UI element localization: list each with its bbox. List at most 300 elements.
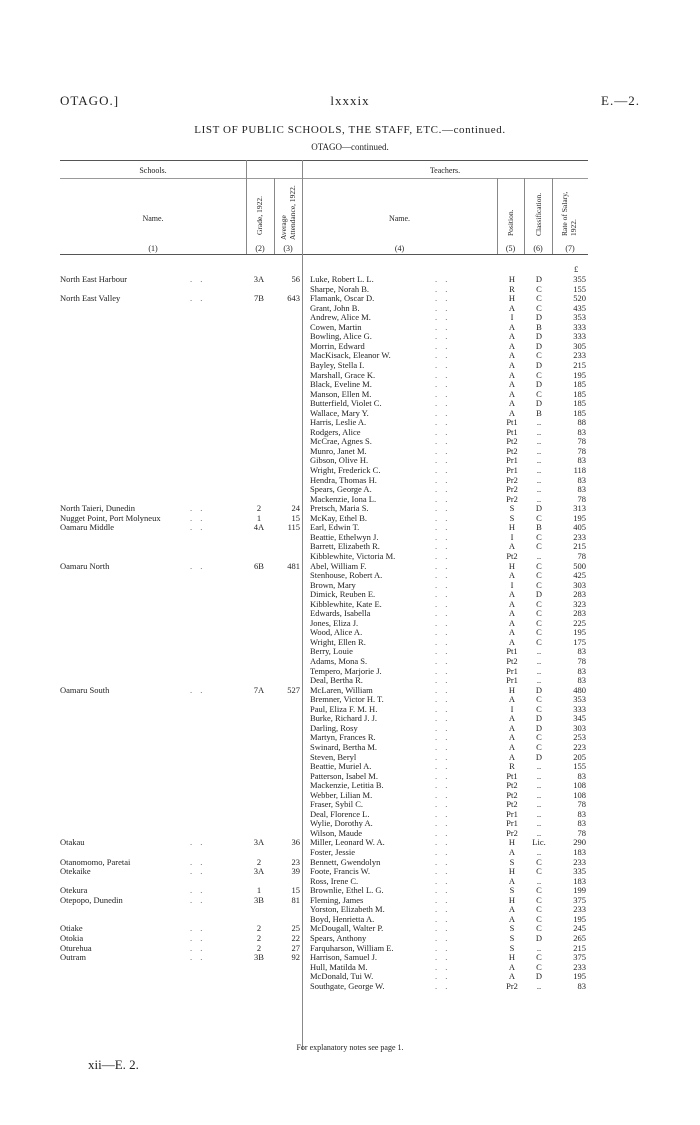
teacher-name: Boyd, Henrietta A. [310,913,375,924]
position-cell: A [508,751,516,762]
teacher-name: Edwards, Isabella [310,608,371,619]
classification-cell: C [536,856,542,867]
leader-dots: . . [435,808,451,819]
position-cell: H [508,894,516,905]
position-cell: Pr2 [506,493,518,504]
position-cell: I [510,531,514,542]
position-cell: A [508,398,516,409]
salary-cell: 78 [577,799,586,810]
leader-dots: . . [190,560,206,571]
teacher-name: McKay, Ethel B. [310,512,368,523]
classification-cell: .. [536,818,542,829]
teacher-name: Adams, Mona S. [310,656,368,666]
classification-cell: .. [536,426,542,437]
teacher-name: Martyn, Frances R. [310,732,376,743]
classification-cell: .. [536,847,542,857]
divider-position [497,178,498,254]
leader-dots: . . [435,799,451,810]
table-row [60,732,588,742]
teacher-name: McLaren, William [310,684,373,695]
salary-cell: 323 [573,598,586,609]
grade-cell: 2 [256,856,262,867]
position-cell: S [509,856,515,867]
teacher-name: Patterson, Isabel M. [310,770,378,781]
leader-dots: . . [190,837,206,848]
teacher-name: Gibson, Olive H. [310,455,369,466]
position-cell: Pr1 [506,818,518,829]
classification-cell: .. [536,436,542,447]
rule-header-bottom [60,254,588,255]
salary-cell: 245 [573,923,586,934]
classification-cell: C [536,636,542,647]
teacher-name: Yorston, Elizabeth M. [310,904,385,915]
attendance-cell: 481 [287,560,300,571]
table-row [60,389,588,399]
salary-cell: 185 [573,388,586,399]
attendance-cell: 527 [287,684,300,695]
column-number: (5) [505,244,516,253]
teacher-name: Butterfield, Violet C. [310,398,382,409]
grade-cell: 4A [253,522,265,533]
salary-cell: 355 [573,274,586,284]
leader-dots: . . [435,274,451,284]
teacher-name: MacKisack, Eleanor W. [310,350,391,361]
position-cell: A [508,904,516,915]
leader-dots: . . [435,359,451,370]
classification-cell: .. [536,780,542,791]
salary-cell: 313 [573,503,586,514]
table-row [60,494,588,504]
teacher-name: Earl, Edwin T. [310,522,360,533]
classification-cell: .. [536,445,542,456]
position-cell: Pt2 [506,445,518,456]
position-cell: A [508,608,516,619]
school-name: Otepopo, Dunedin [60,894,123,905]
leader-dots: . . [435,617,451,628]
salary-cell: 78 [577,493,586,504]
teacher-name: Wylie, Dorothy A. [310,818,373,829]
classification-cell: .. [536,646,542,657]
leader-dots: . . [435,847,451,857]
table-row [60,857,588,867]
leader-dots: . . [435,961,451,972]
classification-cell: .. [536,656,542,666]
classification-cell: C [536,913,542,924]
table-row [60,284,588,294]
classification-cell: C [536,694,542,705]
position-cell: A [508,617,516,628]
teacher-name: Luke, Robert L. L. [310,274,374,284]
teacher-name: McCrae, Agnes S. [310,436,372,447]
leader-dots: . . [435,407,451,418]
table-row [60,561,588,571]
table-row [60,761,588,771]
position-cell: Pt2 [506,789,518,800]
school-name: North East Harbour [60,274,128,284]
table-row [60,923,588,933]
leader-dots: . . [435,952,451,963]
attendance-cell: 23 [291,856,300,867]
salary-cell: 253 [573,732,586,743]
classification-cell: B [536,407,542,418]
teacher-name: Flamank, Oscar D. [310,293,375,304]
page-number: lxxxix [330,93,370,108]
salary-cell: 303 [573,579,586,590]
leader-dots: . . [435,780,451,791]
position-cell: A [508,913,516,924]
teacher-name: Mackenzie, Iona L. [310,493,377,504]
classification-cell: .. [536,808,542,819]
leader-dots: . . [435,741,451,752]
table-row [60,837,588,847]
position-cell: S [509,932,515,943]
table-row [60,618,588,628]
teacher-name: Foote, Francis W. [310,866,370,877]
table-row [60,981,588,991]
table-row [60,771,588,781]
salary-cell: 405 [573,522,586,533]
table-row [60,360,588,370]
teacher-name: Bennett, Gwendolyn [310,856,381,867]
teacher-name: Darling, Rosy [310,722,358,733]
teacher-name: Hull, Matilda M. [310,961,368,972]
position-cell: S [509,942,515,953]
classification-cell: C [536,350,542,361]
position-cell: H [508,293,516,304]
salary-cell: 195 [573,971,586,982]
teacher-name: Hendra, Thomas H. [310,474,377,485]
leader-dots: . . [435,980,451,991]
leader-dots: . . [435,770,451,781]
teacher-name: Kibblewhite, Victoria M. [310,550,396,561]
table-row [60,475,588,485]
teacher-name: Beattie, Muriel A. [310,761,372,772]
table-row [60,541,588,551]
leader-dots: . . [435,942,451,953]
leader-dots: . . [435,379,451,390]
table-row [60,322,588,332]
school-name: Otekaike [60,866,91,877]
salary-cell: 375 [573,952,586,963]
leader-dots: . . [435,550,451,561]
teacher-name: Wilson, Maude [310,827,363,838]
teacher-name: Abel, William F. [310,560,367,571]
column-number: (3) [283,244,293,253]
position-cell: H [508,560,516,571]
teacher-name: Wright, Frederick C. [310,465,381,475]
table-row [60,895,588,905]
salary-cell: 83 [577,818,586,829]
leader-dots: . . [190,885,206,896]
salary-cell: 233 [573,961,586,972]
leader-dots: . . [435,455,451,466]
classification-cell: .. [536,875,542,886]
classification-cell: .. [536,789,542,800]
teacher-name: Mackenzie, Letitia B. [310,780,384,791]
rule-top [60,160,588,161]
salary-cell: 215 [573,359,586,370]
grade-cell: 3A [253,866,265,877]
table-row [60,465,588,475]
position-cell: A [508,722,516,733]
teacher-name: Wright, Ellen R. [310,636,366,647]
salary-cell: 335 [573,866,586,877]
table-row [60,370,588,380]
position-cell: H [508,837,516,848]
table-row [60,379,588,389]
position-cell: A [508,741,516,752]
teacher-name: Miller, Leonard W. A. [310,837,385,848]
salary-cell: 283 [573,608,586,619]
school-name: North East Valley [60,293,121,304]
page-footer: xii—E. 2. [88,1057,139,1072]
school-name: Oamaru North [60,560,110,571]
leader-dots: . . [435,531,451,542]
position-cell: Pr1 [506,465,518,475]
leader-dots: . . [435,312,451,323]
table-row [60,962,588,972]
currency-symbol: £ [574,264,579,274]
salary-cell: 480 [573,684,586,695]
salary-cell: 500 [573,560,586,571]
classification-cell: D [535,751,543,762]
classification-cell: .. [536,550,542,561]
teacher-name: Spears, Anthony [310,932,367,943]
salary-cell: 83 [577,808,586,819]
school-name: Otiake [60,923,83,934]
table-row [60,522,588,532]
teacher-name: Andrew, Alice M. [310,312,371,323]
table-row [60,876,588,886]
teacher-name: Cowen, Martin [310,321,362,332]
position-cell: A [508,369,516,380]
classification-cell: D [535,340,543,351]
salary-cell: 108 [573,780,586,791]
teacher-name: Beattie, Ethelwyn J. [310,531,379,542]
leader-dots: . . [435,913,451,924]
table-row [60,580,588,590]
table-row [60,847,588,857]
position-cell: A [508,570,516,581]
classification-cell: Lic. [532,837,546,848]
table-row [60,274,588,284]
position-cell: S [509,512,515,523]
column-header-teacher-name: Name. [388,214,411,223]
salary-cell: 183 [573,847,586,857]
leader-dots: . . [435,904,451,915]
leader-dots: . . [435,732,451,743]
leader-dots: . . [435,579,451,590]
teacher-name: Munro, Janet M. [310,445,367,456]
leader-dots: . . [190,684,206,695]
table-row [60,704,588,714]
position-cell: Pt1 [506,646,518,657]
grade-cell: 1 [256,885,262,896]
column-number: (1) [148,244,158,253]
teacher-name: Brown, Mary [310,579,356,590]
classification-cell: .. [536,770,542,781]
leader-dots: . . [435,589,451,600]
leader-dots: . . [435,331,451,342]
teacher-name: Barrett, Elizabeth R. [310,541,380,552]
position-cell: A [508,589,516,600]
leader-dots: . . [435,570,451,581]
column-number: (7) [565,244,575,253]
column-header-position: Position. [506,209,515,236]
attendance-cell: 81 [291,894,300,905]
salary-cell: 353 [573,694,586,705]
salary-cell: 118 [573,465,586,475]
table-row [60,293,588,303]
salary-cell: 345 [573,713,586,724]
leader-dots: . . [435,866,451,877]
classification-cell: D [535,722,543,733]
position-cell: R [509,283,515,294]
position-cell: Pr1 [506,665,518,676]
table-title: LIST OF PUBLIC SCHOOLS, THE STAFF, ETC.—continued. [194,124,506,136]
leader-dots: . . [190,942,206,953]
teacher-name: Spears, George A. [310,484,372,495]
salary-cell: 233 [573,904,586,915]
teacher-name: Brownlie, Ethel L. G. [310,885,384,896]
position-cell: H [508,522,516,533]
table-row [60,685,588,695]
position-cell: A [508,598,516,609]
leader-dots: . . [435,627,451,638]
salary-cell: 175 [573,636,586,647]
grade-cell: 2 [256,503,262,514]
teacher-name: Bremner, Victor H. T. [310,694,384,705]
position-cell: A [508,321,516,332]
teacher-name: Harris, Leslie A. [310,417,367,428]
classification-cell: D [535,312,543,323]
position-cell: Pt2 [506,656,518,666]
salary-cell: 83 [577,980,586,991]
table-row [60,914,588,924]
table-row [60,952,588,962]
table-row [60,666,588,676]
position-cell: I [510,312,514,323]
teacher-name: Morrin, Edward [310,340,365,351]
teacher-name: Ross, Irene C. [310,875,359,886]
leader-dots: . . [435,340,451,351]
teacher-name: Deal, Florence L. [310,808,370,819]
salary-cell: 83 [577,665,586,676]
leader-dots: . . [435,885,451,896]
school-name: Outram [60,952,86,963]
leader-dots: . . [435,321,451,332]
attendance-cell: 39 [291,866,300,877]
teacher-name: Grant, John B. [310,302,360,313]
position-cell: Pt2 [506,436,518,447]
table-row [60,646,588,656]
position-cell: S [509,503,515,514]
position-cell: A [508,713,516,724]
table-row [60,570,588,580]
attendance-cell: 15 [291,885,300,896]
position-cell: A [508,971,516,982]
classification-cell: .. [536,799,542,810]
salary-cell: 233 [573,856,586,867]
teacher-name: Manson, Ellen M. [310,388,372,399]
salary-cell: 185 [573,379,586,390]
leader-dots: . . [190,293,206,304]
teacher-name: Black, Eveline M. [310,379,372,390]
teacher-name: Bayley, Stella I. [310,359,365,370]
position-cell: A [508,961,516,972]
classification-cell: .. [536,761,542,772]
position-cell: A [508,636,516,647]
grade-cell: 3A [253,837,265,848]
position-cell: Pt1 [506,417,518,428]
position-cell: H [508,866,516,877]
salary-cell: 83 [577,455,586,466]
table-row [60,341,588,351]
leader-dots: . . [435,789,451,800]
salary-cell: 215 [573,942,586,953]
table-row [60,398,588,408]
salary-cell: 195 [573,913,586,924]
leader-dots: . . [435,675,451,686]
leader-dots: . . [435,971,451,982]
classification-cell: C [536,904,542,915]
classification-cell: C [536,732,542,743]
leader-dots: . . [435,493,451,504]
table-row [60,818,588,828]
leader-dots: . . [435,484,451,495]
teacher-name: Pretsch, Maria S. [310,503,369,514]
classification-cell: C [536,617,542,628]
position-cell: A [508,407,516,418]
teacher-name: Bowling, Alice G. [310,331,372,342]
leader-dots: . . [435,923,451,934]
classification-cell: D [535,274,543,284]
leader-dots: . . [435,560,451,571]
leader-dots: . . [190,952,206,963]
table-row [60,656,588,666]
position-cell: A [508,694,516,705]
running-header-left: OTAGO.] [60,93,120,108]
table-row [60,790,588,800]
salary-cell: 83 [577,770,586,781]
salary-cell: 83 [577,675,586,686]
teacher-name: Farquharson, William E. [310,942,394,953]
leader-dots: . . [435,856,451,867]
salary-cell: 185 [573,407,586,418]
classification-cell: C [536,541,542,552]
salary-cell: 375 [573,894,586,905]
salary-cell: 233 [573,350,586,361]
teacher-name: Paul, Eliza F. M. H. [310,703,378,714]
classification-cell: .. [536,980,542,991]
position-cell: Pr1 [506,808,518,819]
classification-cell: .. [536,675,542,686]
leader-dots: . . [190,866,206,877]
classification-cell: .. [536,827,542,838]
leader-dots: . . [435,436,451,447]
leader-dots: . . [435,761,451,772]
position-cell: S [509,885,515,896]
group-header-teachers: Teachers. [429,166,461,175]
attendance-cell: 27 [291,942,300,953]
table-row [60,599,588,609]
table-row [60,627,588,637]
teacher-name: Berry, Louie [310,646,353,657]
table-row [60,723,588,733]
table-row [60,589,588,599]
table-row [60,484,588,494]
rule-group [60,178,588,179]
